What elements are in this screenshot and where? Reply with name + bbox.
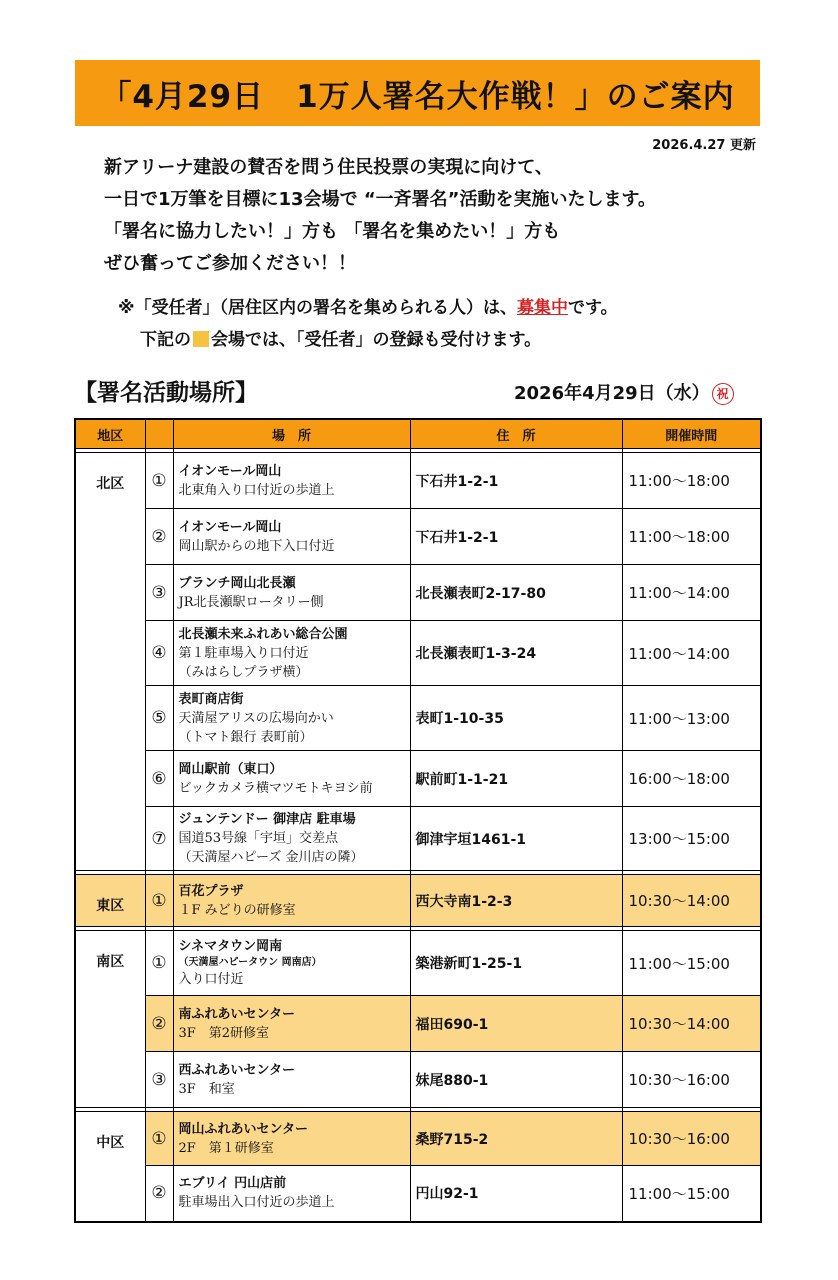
venue-time: 11:00～15:00 [622, 931, 761, 996]
venue-table-body [75, 449, 761, 1222]
table-row [75, 1166, 761, 1222]
venue-name: 北長瀬未来ふれあい総合公園 [178, 626, 348, 642]
venue-place [173, 996, 410, 1052]
venue-address: 下石井1-2-1 [410, 509, 622, 565]
venue-description: 岡山駅からの地下入口付近 [178, 538, 335, 554]
venue-place [173, 875, 410, 927]
header-district: 地区 [75, 419, 145, 449]
venue-address: 御津宇垣1461-1 [410, 807, 622, 871]
table-row [75, 509, 761, 565]
page-title: 「4月29日 1万人署名大作戦！」のご案内 [75, 60, 760, 126]
district-cell: 中区 [75, 1112, 145, 1222]
venue-time: 11:00～18:00 [622, 453, 761, 509]
intro-line: ぜひ奮ってご参加ください！！ [104, 253, 356, 274]
venue-number: ⑥ [145, 751, 173, 807]
note-suffix: です。 [568, 298, 618, 318]
venue-time: 10:30～16:00 [622, 1112, 761, 1166]
district-cell: 東区 [75, 875, 145, 927]
intro-line: 新アリーナ建設の賛否を問う住民投票の実現に向けて、 [104, 157, 553, 178]
venue-place [173, 1112, 410, 1166]
venue-address: 築港新町1-25-1 [410, 931, 622, 996]
event-date-text: 2026年4月29日（水） [514, 383, 710, 404]
venue-place [173, 931, 410, 996]
venue-number: ③ [145, 1052, 173, 1108]
venue-address: 妹尾880-1 [410, 1052, 622, 1108]
table-row [75, 996, 761, 1052]
venue-time: 11:00～14:00 [622, 621, 761, 686]
venue-description: １F みどりの研修室 [178, 902, 296, 918]
district-cell: 北区 [75, 453, 145, 871]
venue-address: 表町1-10-35 [410, 686, 622, 751]
venue-description: 入り口付近 [178, 972, 244, 987]
highlight-square-icon [193, 331, 209, 347]
venue-name: 表町商店街 [178, 691, 244, 707]
table-row [75, 565, 761, 621]
venue-name: イオンモール岡山 [178, 463, 282, 479]
note-line-1 [118, 292, 618, 324]
note-line2-after: 会場では、「受任者」の登録も受付けます。 [211, 330, 542, 350]
venue-time: 11:00～13:00 [622, 686, 761, 751]
venue-subname: （天満屋ハピータウン 岡南店） [178, 957, 322, 968]
venue-address: 北長瀬表町1-3-24 [410, 621, 622, 686]
venue-address: 北長瀬表町2-17-80 [410, 565, 622, 621]
venue-time: 10:30～16:00 [622, 1052, 761, 1108]
note-line2-before: 下記の [140, 330, 191, 350]
venue-place [173, 686, 410, 751]
venue-place [173, 509, 410, 565]
venue-number: ② [145, 996, 173, 1052]
venue-time: 10:30～14:00 [622, 875, 761, 927]
venue-address: 西大寺南1-2-3 [410, 875, 622, 927]
venue-description: （みはらしプラザ横） [178, 664, 309, 680]
venue-place [173, 1166, 410, 1222]
event-date [514, 379, 734, 405]
venue-name: エブリイ 円山店前 [178, 1176, 287, 1192]
venue-description: 2F 第１研修室 [178, 1140, 274, 1156]
venue-name: ブランチ岡山北長瀬 [178, 575, 296, 591]
venue-time: 11:00～18:00 [622, 509, 761, 565]
venue-place [173, 453, 410, 509]
venue-description: JR北長瀬駅ロータリー側 [178, 594, 324, 610]
table-row [75, 621, 761, 686]
venue-name: 南ふれあいセンター [178, 1006, 295, 1022]
venue-time: 11:00～14:00 [622, 565, 761, 621]
note-line-2 [118, 324, 618, 356]
table-row [75, 686, 761, 751]
venue-place [173, 565, 410, 621]
venue-time: 11:00～15:00 [622, 1166, 761, 1222]
header-num [145, 419, 173, 449]
district-cell: 南区 [75, 931, 145, 1108]
venue-description: 北東角入り口付近の歩道上 [178, 482, 335, 498]
header-time: 開催時間 [622, 419, 761, 449]
holiday-mark-icon: 祝 [712, 383, 734, 405]
venue-table [74, 418, 762, 1223]
venue-address: 駅前町1-1-21 [410, 751, 622, 807]
venue-address: 円山92-1 [410, 1166, 622, 1222]
venue-address: 桑野715-2 [410, 1112, 622, 1166]
venue-address: 福田690-1 [410, 996, 622, 1052]
intro-text [104, 152, 656, 280]
table-row [75, 453, 761, 509]
table-row [75, 875, 761, 927]
venue-name: 西ふれあいセンター [178, 1062, 295, 1078]
table-row [75, 807, 761, 871]
venue-name: 岡山駅前（東口） [178, 761, 283, 777]
venue-description: 駐車場出入口付近の歩道上 [178, 1195, 335, 1211]
venue-time: 13:00～15:00 [622, 807, 761, 871]
venue-description: 国道53号線「宇垣」交差点 [178, 831, 339, 846]
intro-line: 「署名に協力したい！」方も 「署名を集めたい！」方も [104, 221, 561, 242]
recruiting-highlight: 募集中 [517, 298, 569, 318]
venue-number: ⑤ [145, 686, 173, 751]
venue-name: シネマタウン岡南 [178, 939, 283, 954]
table-header-row [75, 419, 761, 449]
venue-description: ビックカメラ横マツモトキヨシ前 [178, 780, 373, 796]
venue-number: ① [145, 1112, 173, 1166]
venue-time: 10:30～14:00 [622, 996, 761, 1052]
venue-number: ① [145, 931, 173, 996]
table-row [75, 1052, 761, 1108]
venue-name: ジュンテンドー 御津店 駐車場 [178, 812, 356, 827]
table-row [75, 931, 761, 996]
venue-number: ④ [145, 621, 173, 686]
note-prefix: ※「受任者」（居住区内の署名を集められる人）は、 [118, 298, 518, 318]
venue-name: 百花プラザ [178, 883, 244, 899]
venue-description: 3F 和室 [178, 1081, 235, 1097]
intro-line: 一日で1万筆を目標に13会場で “一斉署名”活動を実施いたします。 [104, 189, 657, 210]
venue-number: ③ [145, 565, 173, 621]
section-title: 【署名活動場所】 [74, 380, 258, 406]
venue-description: 天満屋アリスの広場向かい [178, 710, 334, 726]
venue-time: 16:00～18:00 [622, 751, 761, 807]
venue-number: ⑦ [145, 807, 173, 871]
venue-address: 下石井1-2-1 [410, 453, 622, 509]
header-place: 場 所 [173, 419, 410, 449]
venue-place [173, 807, 410, 871]
venue-place [173, 1052, 410, 1108]
venue-number: ② [145, 509, 173, 565]
venue-name: イオンモール岡山 [178, 519, 282, 535]
venue-description: （天満屋ハピーズ 金川店の隣） [178, 850, 364, 865]
venue-place [173, 621, 410, 686]
venue-number: ① [145, 875, 173, 927]
header-address: 住 所 [410, 419, 622, 449]
updated-date: 2026.4.27 更新 [652, 138, 756, 153]
venue-description: 第１駐車場入り口付近 [178, 645, 309, 661]
venue-number: ① [145, 453, 173, 509]
venue-description: （トマト銀行 表町前） [178, 729, 313, 745]
table-row [75, 751, 761, 807]
venue-place [173, 751, 410, 807]
venue-name: 岡山ふれあいセンター [178, 1121, 308, 1137]
venue-description: 3F 第2研修室 [178, 1025, 270, 1041]
recruit-note [118, 292, 618, 356]
table-row [75, 1112, 761, 1166]
venue-number: ② [145, 1166, 173, 1222]
